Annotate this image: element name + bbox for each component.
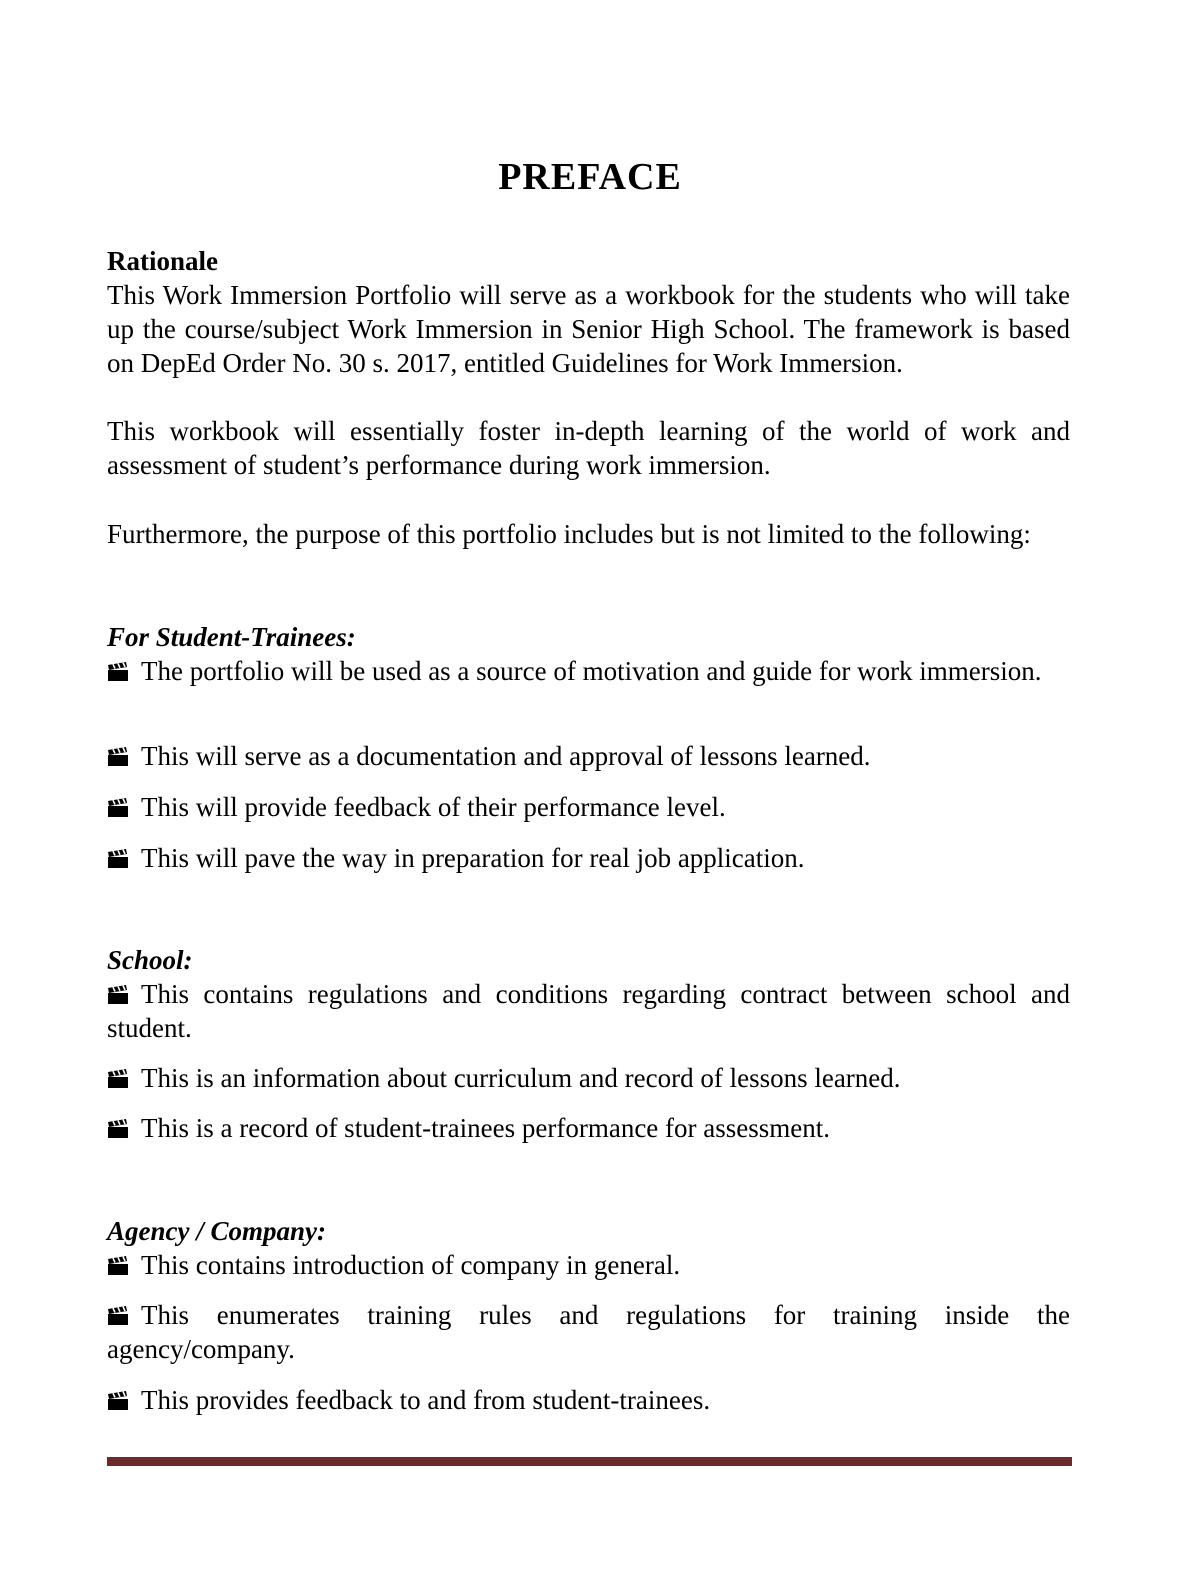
clapperboard-icon: [107, 849, 129, 869]
page-title: PREFACE: [498, 156, 682, 198]
list-item-text: This is an information about curriculum and record of lessons learned.: [141, 1063, 901, 1093]
section-heading-agency-company: Agency / Company:: [107, 1216, 326, 1246]
clapperboard-icon: [107, 985, 129, 1005]
list-item: [107, 977, 1070, 1045]
list-item-text: This will serve as a documentation and approval of lessons learned.: [141, 741, 871, 771]
list-item-text: This enumerates training rules and regulations for training inside the agency/company.: [107, 1300, 1070, 1364]
list-item: [107, 654, 1070, 688]
list-item-text: This will provide feedback of their performance level.: [141, 792, 726, 822]
rationale-paragraph-2: This workbook will essentially foster in-depth learning of the world of work and assessment of student’s performance during work immersion.: [107, 416, 1070, 480]
clapperboard-icon: [107, 1256, 129, 1276]
list-item: [107, 1298, 1070, 1366]
clapperboard-icon: [107, 1069, 129, 1089]
clapperboard-icon: [107, 747, 129, 767]
list-item-text: This contains regulations and conditions regarding contract between school and student.: [107, 979, 1070, 1043]
clapperboard-icon: [107, 1306, 129, 1326]
list-item-text: This is a record of student-trainees performance for assessment.: [141, 1113, 831, 1143]
rationale-heading: Rationale: [107, 246, 218, 276]
list-item: [107, 1061, 1070, 1095]
clapperboard-icon: [107, 798, 129, 818]
list-item-text: This will pave the way in preparation for real job application.: [141, 843, 805, 873]
list-item: [107, 790, 1070, 824]
clapperboard-icon: [107, 662, 129, 682]
clapperboard-icon: [107, 1391, 129, 1411]
list-item-text: This provides feedback to and from student-trainees.: [141, 1385, 711, 1415]
rationale-paragraph-3: Furthermore, the purpose of this portfolio includes but is not limited to the following:: [107, 519, 1031, 549]
rationale-paragraph-1: This Work Immersion Portfolio will serve as a workbook for the students who will take up the course/subject Work Immersion in Senior High School. The framework is based on DepEd Order No. 30 s. 2017, entitled Guidelines for Work Immersion.: [107, 280, 1070, 378]
list-item: [107, 739, 1070, 773]
footer-rule: [107, 1457, 1072, 1466]
list-item-text: The portfolio will be used as a source of motivation and guide for work immersion.: [141, 656, 1042, 686]
clapperboard-icon: [107, 1119, 129, 1139]
list-item: [107, 841, 1070, 875]
list-item: [107, 1383, 1070, 1417]
list-item-text: This contains introduction of company in general.: [141, 1250, 681, 1280]
section-heading-student-trainees: For Student-Trainees:: [107, 622, 356, 652]
section-heading-school: School:: [107, 945, 193, 975]
list-item: [107, 1248, 1070, 1282]
list-item: [107, 1111, 1070, 1145]
